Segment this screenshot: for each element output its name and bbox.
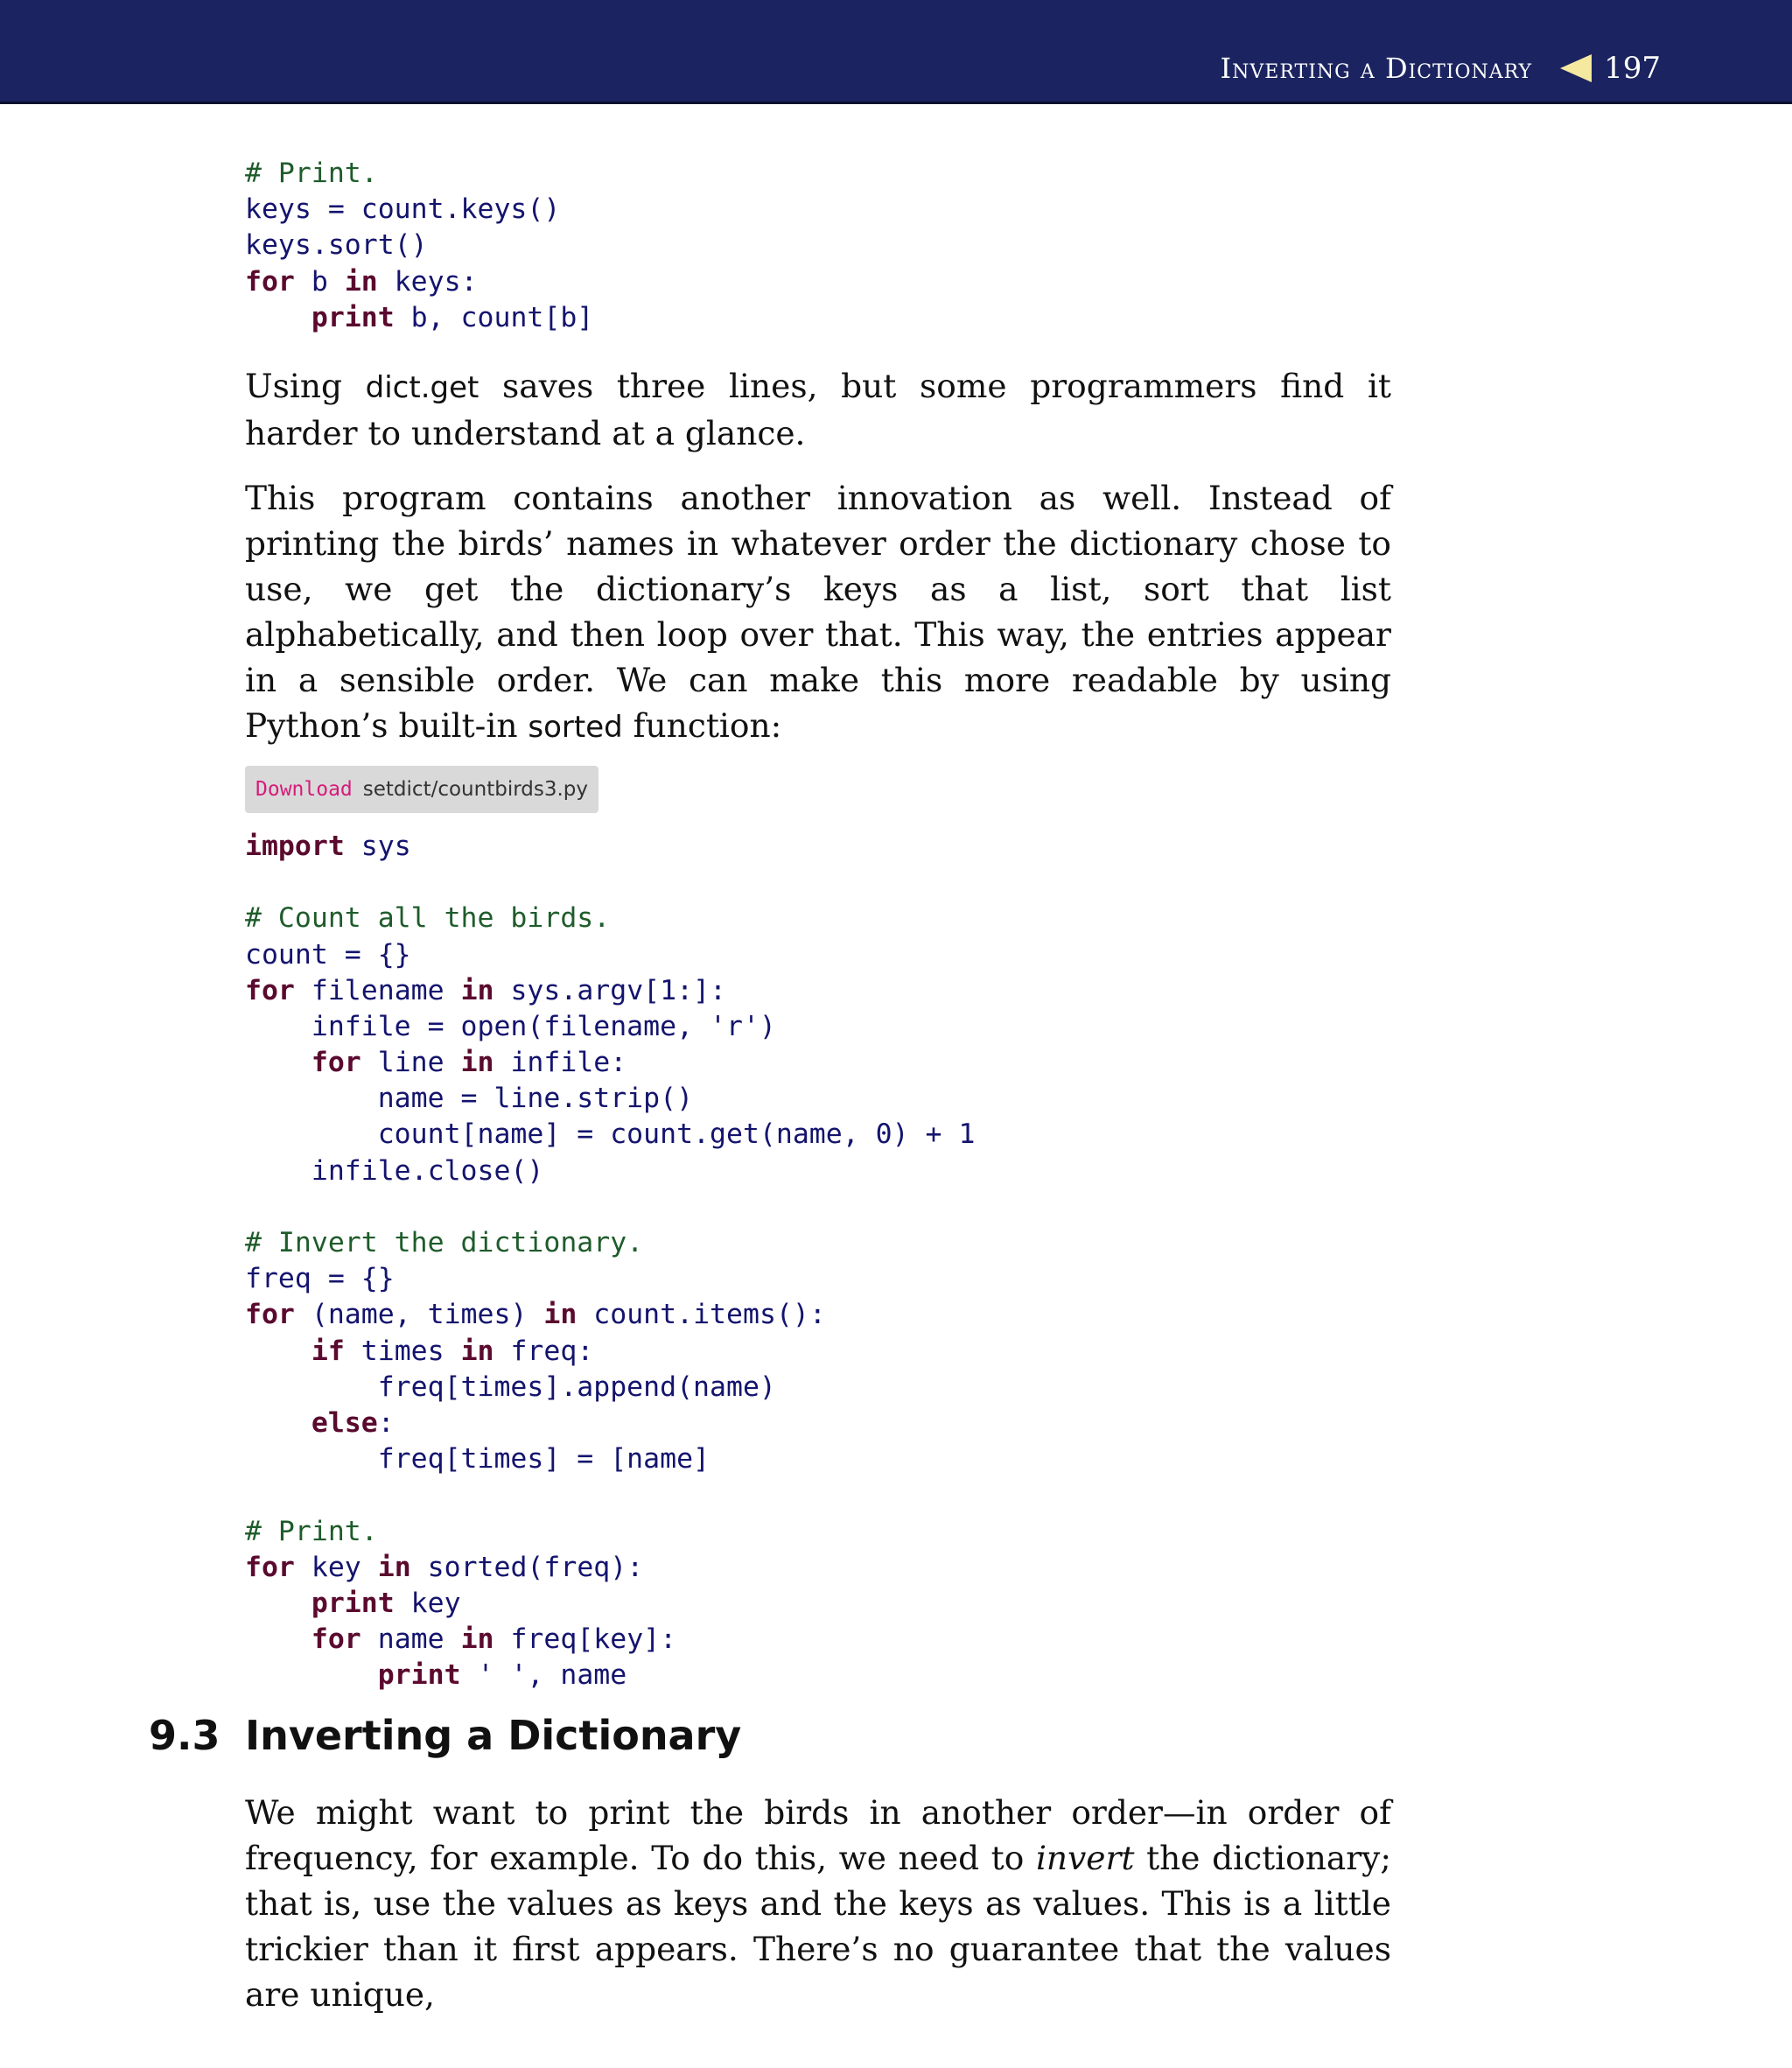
code-keyword: print (311, 1587, 395, 1619)
section-heading (149, 1712, 741, 1759)
code-keyword: in (460, 1047, 494, 1079)
code-line (245, 1189, 1391, 1225)
code-string: 'r' (710, 1010, 760, 1042)
code-comment: # Print. (245, 1515, 378, 1547)
download-row (245, 766, 1391, 813)
code-token: count = {} (245, 938, 411, 971)
code-token: freq[key]: (494, 1623, 677, 1656)
code-token: freq[times] = [name] (245, 1443, 710, 1476)
code-token: ) (759, 1010, 776, 1042)
code-block-print-keys (245, 156, 1391, 336)
code-token: , name (527, 1659, 627, 1692)
paragraph-text: function: (622, 705, 782, 745)
code-token: times (344, 1335, 461, 1367)
paragraph-text: We might want to print the birds in another order—in order of frequency, for example. To do this, we need to (245, 1793, 1391, 1877)
code-keyword: for (311, 1047, 361, 1079)
code-keyword: print (311, 301, 395, 333)
code-line (245, 1081, 1391, 1117)
code-line (245, 1406, 1391, 1441)
code-token: keys = count.keys() (245, 193, 561, 226)
code-keyword: in (344, 265, 378, 298)
paragraph-text: This program contains another innovation as well. Instead of printing the birds’ names in whatever order the dictionary chose to use, we get the dictionary’s keys as a list, sort that list alphabetically, and then loop over that. This way, the entries appear in a sensible order. We can make this more readable by using Python’s built-in (245, 478, 1391, 745)
code-comment: # Print. (245, 158, 378, 189)
code-token: freq[times].append(name) (245, 1370, 776, 1403)
code-line (245, 829, 1391, 865)
code-line (245, 1045, 1391, 1081)
code-line (245, 1297, 1391, 1333)
paragraph-dict-get (245, 363, 1391, 456)
code-line (245, 937, 1391, 973)
code-keyword: else (311, 1406, 378, 1439)
code-comment: # Invert the dictionary. (245, 1227, 644, 1258)
code-token (245, 1407, 312, 1439)
code-token (245, 1659, 378, 1691)
code-token: count.items(): (577, 1299, 826, 1331)
code-keyword: for (245, 974, 295, 1006)
code-token: filename (294, 974, 461, 1006)
code-line (245, 865, 1391, 901)
code-keyword: for (245, 265, 295, 298)
code-token (245, 1588, 312, 1619)
code-token: infile = open(filename, (245, 1010, 710, 1042)
code-line (245, 901, 1391, 936)
code-string: ' ' (477, 1659, 528, 1692)
inline-code-dict-get: dict.get (365, 369, 480, 405)
code-line (245, 1477, 1391, 1513)
code-line (245, 300, 1391, 336)
code-keyword: in (377, 1551, 411, 1583)
code-token: sys.argv[1:]: (494, 974, 727, 1006)
download-label: Download (256, 777, 353, 801)
paragraph-text: Using (245, 366, 366, 405)
code-token (245, 1047, 312, 1078)
download-path: setdict/countbirds3.py (362, 777, 589, 801)
paragraph-text: the dictionary; that is, use the values as keys and the keys as values. This is a little trickier than it first appears. There’s no guarantee that the values are unique, (245, 1839, 1391, 2014)
code-token: freq = {} (245, 1263, 395, 1295)
download-link[interactable] (245, 766, 598, 813)
code-keyword: in (460, 1623, 494, 1656)
section-title: Inverting a Dictionary (245, 1712, 742, 1759)
page-number: 197 (1604, 51, 1661, 86)
code-line (245, 973, 1391, 1009)
code-token: name = line.strip() (245, 1083, 694, 1115)
code-token: count[name] = count.get(name, 0) + 1 (245, 1118, 976, 1151)
code-token: b (294, 265, 345, 298)
code-token: b, count[b] (394, 301, 594, 333)
code-block-countbirds3 (245, 829, 1391, 1694)
code-token: : (377, 1406, 395, 1439)
paragraph-text: saves three lines, but some programmers find it harder to understand at a glance. (245, 366, 1392, 452)
code-token: sorted(freq): (410, 1551, 644, 1583)
code-line (245, 1261, 1391, 1297)
code-line (245, 1622, 1391, 1658)
running-head (1221, 51, 1661, 86)
code-token (245, 1623, 312, 1655)
code-token: keys.sort() (245, 229, 428, 262)
code-line (245, 156, 1391, 192)
code-line (245, 264, 1391, 300)
code-keyword: if (311, 1335, 345, 1367)
code-line (245, 1441, 1391, 1477)
back-arrow-icon[interactable] (1560, 54, 1592, 82)
code-line (245, 1370, 1391, 1406)
code-line (245, 1658, 1391, 1693)
code-token (245, 302, 312, 333)
code-line (245, 1550, 1391, 1586)
code-keyword: for (245, 1551, 295, 1583)
code-token: keys: (377, 265, 478, 298)
code-token: name (360, 1623, 461, 1656)
section-body (245, 1790, 1391, 2017)
code-keyword: in (460, 974, 494, 1006)
code-keyword: in (460, 1335, 494, 1367)
section-number: 9.3 (149, 1712, 220, 1759)
code-line (245, 1334, 1391, 1370)
code-keyword: in (543, 1299, 578, 1331)
code-token (461, 1659, 478, 1691)
code-line (245, 228, 1391, 263)
code-token (245, 1335, 312, 1367)
code-keyword: print (377, 1659, 461, 1692)
running-head-title: Inverting a Dictionary (1220, 52, 1533, 85)
code-comment: # Count all the birds. (245, 902, 611, 935)
code-line (245, 192, 1391, 228)
code-keyword: for (245, 1299, 295, 1331)
inline-code-sorted: sorted (528, 709, 623, 745)
paragraph-invert (245, 1790, 1391, 2017)
code-line (245, 1514, 1391, 1550)
code-line (245, 1153, 1391, 1189)
code-line (245, 1009, 1391, 1045)
code-token: infile.close() (245, 1154, 544, 1187)
code-token: key (294, 1551, 378, 1583)
code-token: (name, times) (294, 1299, 544, 1331)
code-keyword: for (311, 1623, 361, 1656)
code-token: infile: (494, 1047, 627, 1079)
code-token: sys (344, 830, 411, 862)
page-content (245, 156, 1391, 1693)
code-line (245, 1586, 1391, 1622)
code-token: key (394, 1587, 461, 1619)
paragraph-sorted-keys (245, 475, 1391, 750)
emphasis-invert: invert (1035, 1839, 1135, 1877)
code-line (245, 1117, 1391, 1153)
code-line (245, 1225, 1391, 1261)
code-token: line (360, 1047, 461, 1079)
code-token: freq: (494, 1335, 594, 1367)
code-keyword: import (245, 830, 345, 862)
